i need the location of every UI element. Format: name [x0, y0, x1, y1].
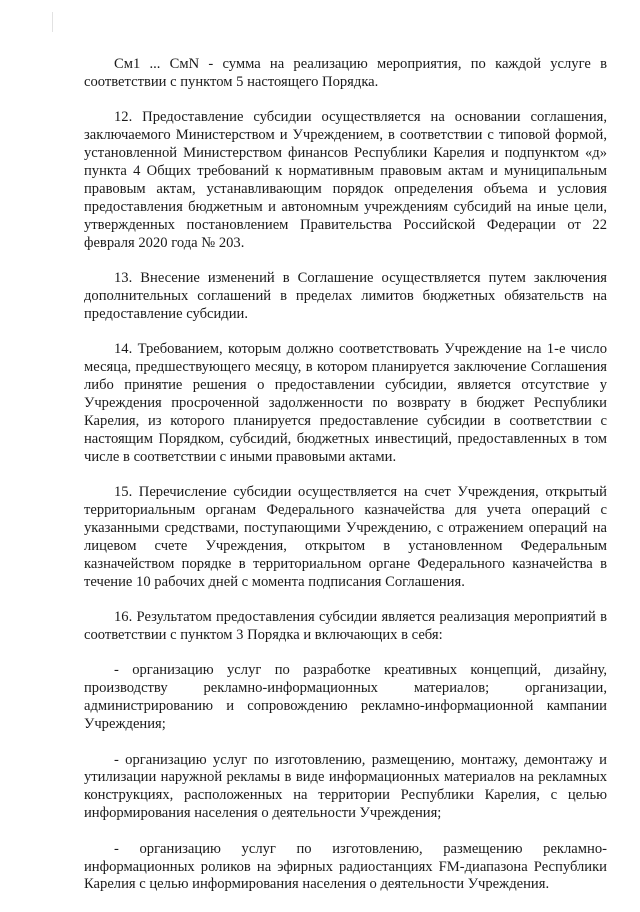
list-item-outdoor-ads: - организацию услуг по изготовлению, размещению, монтажу, демонтажу и утилизации наружной рекламы в виде информационных материалов на рекламных конструкциях, расположенных на территории Республики Карелия, с целью информирования населения о деятельности Учреждения; [84, 751, 607, 822]
document-page [84, 56, 607, 912]
paragraph-14: 14. Требованием, которым должно соответствовать Учреждение на 1-е число месяца, предшествующего месяцу, в котором планируется заключение Соглашения либо принятие решения о предоставлении субсидии, является отсутствие у Учреждения просроченной задолженности по возврату в бюджет Республики Карелия, из которого планируется предоставление субсидии в соответствии с настоящим Порядком, субсидий, бюджетных инвестиций, предоставленных в том числе в соответствии с иными правовыми актами. [84, 341, 607, 465]
paragraph-16: 16. Результатом предоставления субсидии является реализация мероприятий в соответствии с пунктом 3 Порядка и включающих в себя: [84, 609, 607, 643]
paragraph-15: 15. Перечисление субсидии осуществляется на счет Учреждения, открытый территориальным органам Федерального казначейства для учета операций с указанными средствами, поступающими Учреждению, с отражением операций на лицевом счете Учреждения, открытом в установленном Федеральным казначейством порядке в территориальном органе Федерального казначейства в течение 10 рабочих дней с момента подписания Соглашения. [84, 484, 607, 590]
scan-margin-mark [52, 12, 53, 32]
list-item-radio: - организацию услуг по изготовлению, размещению рекламно-информационных роликов на эфирных радиостанциях FM-диапазона Республики Карелия с целью информирования населения о деятельности Учреждения. [84, 840, 607, 893]
paragraph-13: 13. Внесение изменений в Соглашение осуществляется путем заключения дополнительных соглашений в пределах лимитов бюджетных обязательств на предоставление субсидии. [84, 270, 607, 322]
paragraph-12: 12. Предоставление субсидии осуществляется на основании соглашения, заключаемого Министерством и Учреждением, в соответствии с типовой формой, установленной Министерством финансов Республики Карелия и подпунктом «д» пункта 4 Общих требований к нормативным правовым актам и муниципальным правовым актам, устанавливающим порядок определения объема и условия предоставления бюджетным и автономным учреждениям субсидий на иные цели, утвержденных постановлением Правительства Российской Федерации от 22 февраля 2020 года № 203. [84, 109, 607, 251]
list-item-creative: - организацию услуг по разработке креативных концепций, дизайну, производству рекламно-информационных материалов; организации, администрированию и сопровождению рекламно-информационной кампании Учреждения; [84, 662, 607, 733]
paragraph-formula-note: См1 ... СмN - сумма на реализацию мероприятия, по каждой услуге в соответствии с пунктом 5 настоящего Порядка. [84, 56, 607, 90]
